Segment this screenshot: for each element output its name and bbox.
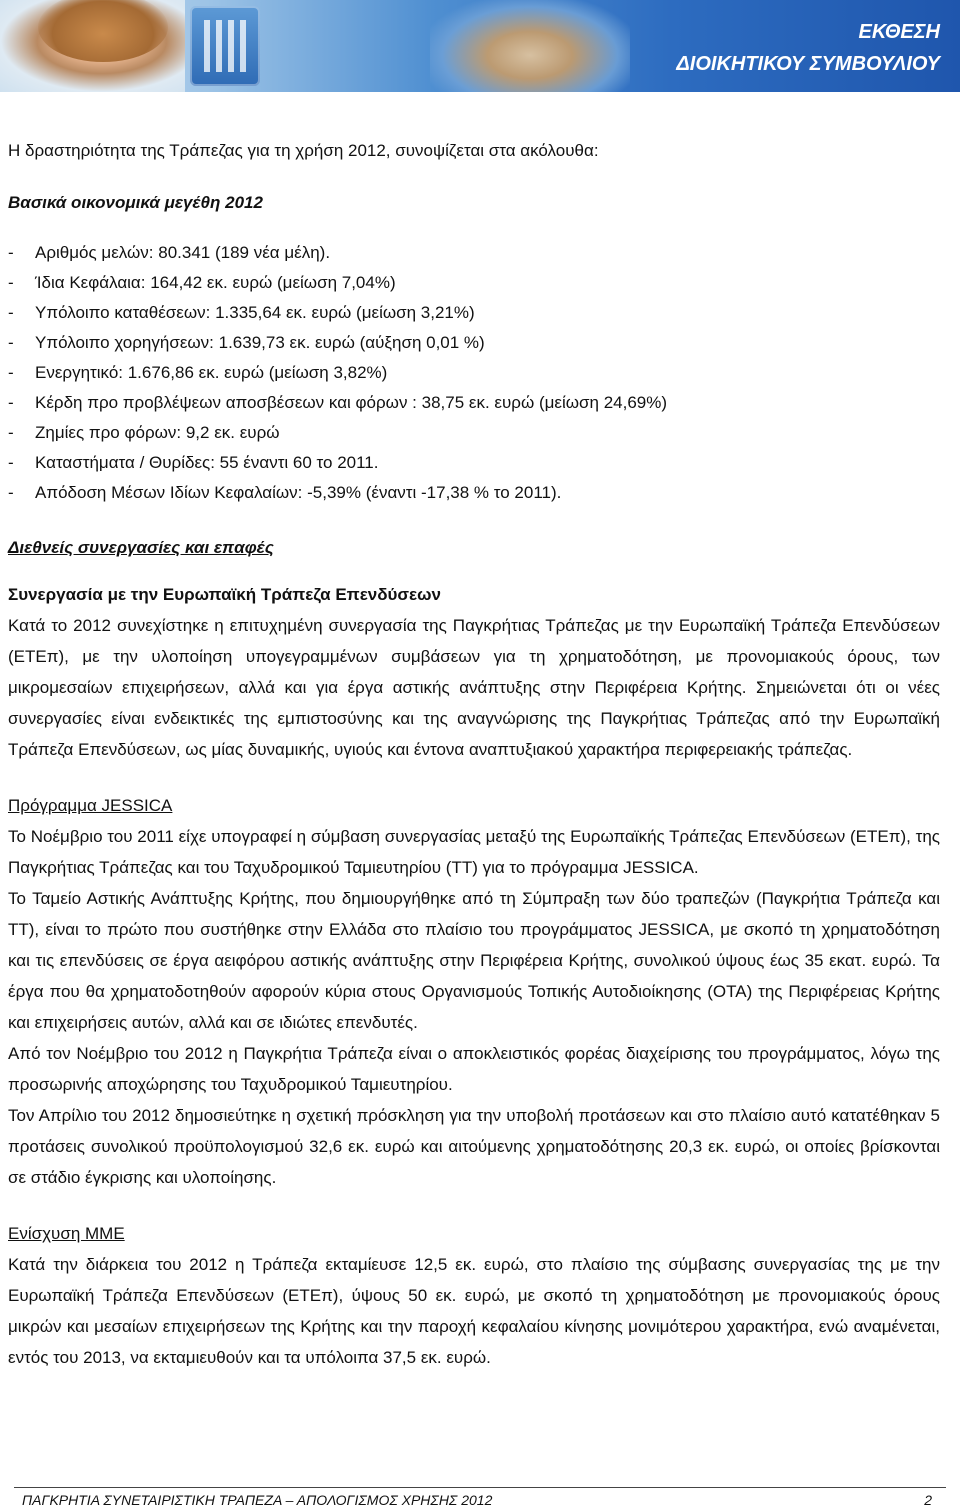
footer-divider — [14, 1487, 946, 1488]
page-content — [8, 135, 940, 1373]
list-item: - Αριθμός μελών: 80.341 (189 νέα μέλη). — [8, 243, 331, 262]
header-photo-family — [430, 0, 630, 92]
footer-text: ΠΑΓΚΡΗΤΙΑ ΣΥΝΕΤΑΙΡΙΣΤΙΚΗ ΤΡΑΠΕΖΑ – ΑΠΟΛΟΓΙΣΜΟΣ ΧΡΗΣΗΣ 2012 — [22, 1492, 493, 1508]
jessica-paragraph-1: Το Νοέμβριο του 2011 είχε υπογραφεί η σύμβαση συνεργασίας μεταξύ της Ευρωπαϊκής Τράπεζας Επενδύσεων (ΕΤΕπ), της Παγκρήτιας Τράπεζας και του Ταχυδρομικού Ταμιευτηρίου (ΤΤ) για το πρόγραμμα JESSICA. — [8, 827, 940, 877]
kpi-heading: Βασικά οικονομικά μεγέθη 2012 — [8, 193, 263, 212]
list-item: - Υπόλοιπο χορηγήσεων: 1.639,73 εκ. ευρώ (αύξηση 0,01 %) — [8, 333, 485, 352]
header-title — [676, 16, 940, 80]
bank-logo-icon — [190, 6, 260, 86]
international-heading: Διεθνείς συνεργασίες και επαφές — [8, 538, 274, 557]
jessica-paragraph-2: Το Ταμείο Αστικής Ανάπτυξης Κρήτης, που δημιουργήθηκε από τη Σύμπραξη των δύο τραπεζών (Παγκρήτια Τράπεζα και ΤΤ), είναι το πρώτο που συστήθηκε στην Ελλάδα στο πλαίσιο του προγράμματος JESSICA, με σκοπό τη χρηματοδότηση και τις επενδύσεις σε έργα αειφόρου αστικής ανάπτυξης στην Περιφέρεια Κρήτης, συνολικού ύψους έως 35 εκατ. ευρώ. Τα έργα που θα χρηματοδοτηθούν αφορούν κύρια στους Οργανισμούς Τοπικής Αυτοδιοίκησης (ΟΤΑ) της Περιφέρειας Κρήτης και επιχειρήσεις αυτών, αλλά και σε ιδιώτες επενδυτές. — [8, 889, 940, 1032]
jessica-heading: Πρόγραμμα JESSICA — [8, 796, 173, 815]
jessica-paragraph-4: Τον Απρίλιο του 2012 δημοσιεύτηκε η σχετική πρόσκληση για την υποβολή προτάσεων και στο πλαίσιο αυτό κατατέθηκαν 5 προτάσεις συνολικού προϋπολογισμού 32,6 εκ. ευρώ και αιτούμενης χρηματοδότησης 20,3 εκ. ευρώ, οι οποίες βρίσκονται σε στάδιο έγκρισης και υλοποίησης. — [8, 1106, 940, 1187]
page-footer — [22, 1491, 932, 1509]
header-title-line1: ΕΚΘΕΣΗ — [858, 21, 940, 43]
list-item: - Ενεργητικό: 1.676,86 εκ. ευρώ (μείωση 3,82%) — [8, 363, 388, 382]
list-item: - Ίδια Κεφάλαια: 164,42 εκ. ευρώ (μείωση 7,04%) — [8, 273, 396, 292]
header-banner — [0, 0, 960, 92]
kpi-list — [8, 238, 940, 508]
list-item: - Καταστήματα / Θυρίδες: 55 έναντι 60 το 2011. — [8, 453, 379, 472]
list-item: - Ζημίες προ φόρων: 9,2 εκ. ευρώ — [8, 423, 280, 442]
list-item: - Κέρδη προ προβλέψεων αποσβέσεων και φόρων : 38,75 εκ. ευρώ (μείωση 24,69%) — [8, 393, 668, 412]
jessica-paragraph-3: Από τον Νοέμβριο του 2012 η Παγκρήτια Τράπεζα είναι ο αποκλειστικός φορέας διαχείρισης του προγράμματος, λόγω της προσωρινής αποχώρησης του Ταχυδρομικού Ταμιευτηρίου. — [8, 1044, 940, 1094]
sme-paragraph: Κατά την διάρκεια του 2012 η Τράπεζα εκταμίευσε 12,5 εκ. ευρώ, στο πλαίσιο της σύμβασης συνεργασίας της με την Ευρωπαϊκή Τράπεζα Επενδύσεων (ΕΤΕπ), ύψους 50 εκ. ευρώ, με σκοπό τη χρηματοδότηση με προνομιακούς όρους μικρών και μεσαίων επιχειρήσεων της Κρήτης και την παροχή κεφαλαίου κίνησης μονιμότερου χαρακτήρα, ενώ αναμένεται, εντός του 2013, να εκταμιευθούν και τα υπόλοιπα 37,5 εκ. ευρώ. — [8, 1255, 940, 1367]
list-item: - Απόδοση Μέσων Ιδίων Κεφαλαίων: -5,39% (έναντι -17,38 % το 2011). — [8, 483, 562, 502]
eib-paragraph: Κατά το 2012 συνεχίστηκε η επιτυχημένη συνεργασία της Παγκρήτιας Τράπεζας με την Ευρωπαϊκή Τράπεζα Επενδύσεων (ΕΤΕπ), με την υλοποίηση υπογεγραμμένων συμβάσεων για τη χρηματοδότηση, με προνομιακούς όρους, των μικρομεσαίων επιχειρήσεων, αλλά και για έργα αστικής ανάπτυξης στην Περιφέρεια Κρήτης. Σημειώνεται ότι οι νέες συνεργασίες είναι ενδεικτικές της εμπιστοσύνης και της αναγνώρισης της Παγκρήτιας Τράπεζας από την Ευρωπαϊκή Τράπεζα Επενδύσεων, ως μίας δυναμικής, υγιούς και έντονα αναπτυξιακού χαρακτήρα περιφερειακής τράπεζας. — [8, 616, 940, 759]
sme-heading: Ενίσχυση ΜΜΕ — [8, 1224, 125, 1243]
list-item: - Υπόλοιπο καταθέσεων: 1.335,64 εκ. ευρώ (μείωση 3,21%) — [8, 303, 475, 322]
intro-text: Η δραστηριότητα της Τράπεζας για τη χρήση 2012, συνοψίζεται στα ακόλουθα: — [8, 141, 599, 160]
header-title-line2: ΔΙΟΙΚΗΤΙΚΟΥ ΣΥΜΒΟΥΛΙΟΥ — [676, 53, 940, 75]
eib-heading: Συνεργασία με την Ευρωπαϊκή Τράπεζα Επενδύσεων — [8, 585, 441, 604]
page-number: 2 — [924, 1492, 932, 1508]
